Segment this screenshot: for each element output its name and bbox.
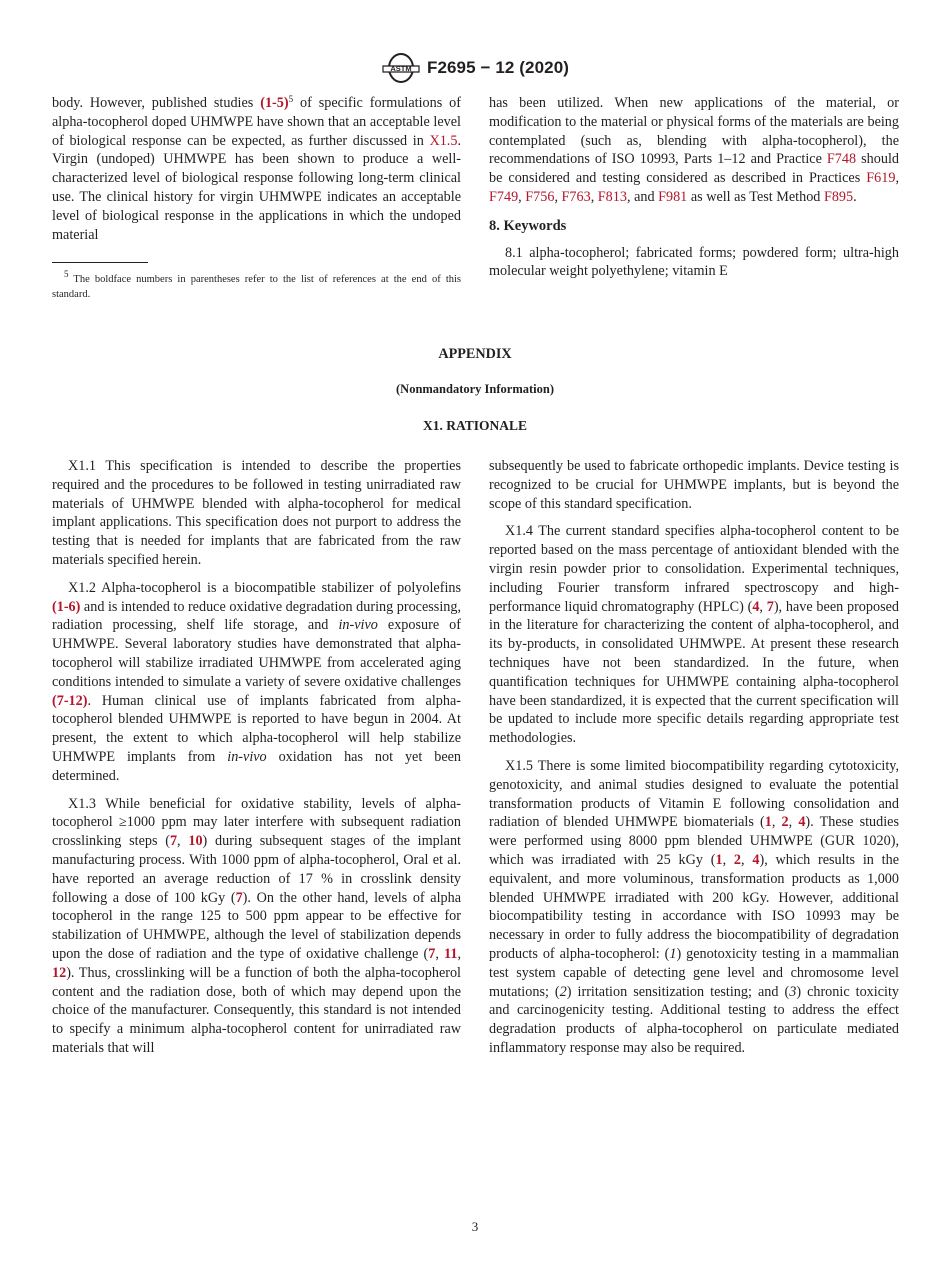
bottom-left-column xyxy=(52,457,461,1067)
reference-link[interactable]: 7 xyxy=(428,945,436,962)
page-header xyxy=(0,52,950,84)
reference-link[interactable]: 4 xyxy=(752,598,760,615)
section-link-x1-5[interactable]: X1.5 xyxy=(429,132,458,149)
reference-link[interactable]: 11 xyxy=(444,945,458,962)
document-id: F2695 − 12 (2020) xyxy=(426,58,570,77)
standard-link-f749[interactable]: F749 xyxy=(489,188,519,205)
reference-link[interactable]: 12 xyxy=(52,964,67,981)
standard-link-f619[interactable]: F619 xyxy=(866,170,896,187)
paragraph-x1-3: X1.3 While beneficial for oxidative stability, levels of alpha-tocopherol ≥1000 ppm may later interfere with subsequent radiation crosslinking steps (7, 10) during subsequent stages of the implant manufacturing process. With 1000 ppm of alpha-tocopherol, Oral et al. have reported an average reduction of 17 % in crosslink density following a dose of 100 kGy (7). On the other hand, levels of alpha tocopherol in the range 125 to 500 ppm appear to be effective for stabilization of UHMWPE, although the level of stabilization depends upon the dose of radiation and the type of oxidative challenge (7, 11, 12). Thus, crosslinking will be a function of both the alpha-tocopherol content and the radiation dose, both of which may depend upon the choice of the manufacturer. Consequently, this standard is not intended to specify a minimum alpha-tocopherol content for unirradiated raw materials that will xyxy=(52,795,462,1056)
reference-link[interactable]: (7-12) xyxy=(52,692,88,709)
logo-text: ASTM xyxy=(390,64,412,74)
appendix-title: APPENDIX xyxy=(438,346,512,362)
reference-link[interactable]: (1-5) xyxy=(260,95,289,111)
page-number: 3 xyxy=(471,1219,479,1234)
standard-link-f756[interactable]: F756 xyxy=(525,188,555,205)
astm-logo-icon xyxy=(381,53,421,83)
standard-link-f763[interactable]: F763 xyxy=(561,188,591,205)
reference-link[interactable]: 7 xyxy=(169,833,178,850)
footnote: $^5$ The boldface numbers in parentheses refer to the list of references at the end of this standard. xyxy=(52,269,461,300)
paragraph-continuation: subsequently be used to fabricate orthopedic implants. Device testing is recognized to be crucial for UHMWPE implants, but is beyond the scope of this standard specification. xyxy=(489,458,899,512)
keywords-heading: 8. Keywords xyxy=(489,217,567,234)
section-heading-x1: X1. RATIONALE xyxy=(422,418,527,433)
paragraph-x1-2: X1.2 Alpha-tocopherol is a biocompatible stabilizer of polyolefins (1-6) and is intended to reduce oxidative degradation during processing, radiation processing, shelf life storage, and in-vivo exposure of UHMWPE. Several laboratory studies have demonstrated that alpha-tocopherol will stabilize irradiated UHMWPE from accelerated aging conditions intended to simulate a variety of severe oxidative challenges (7-12). Human clinical use of implants fabricated from alpha-tocopherol blended UHMWPE is reported to have begun in 2004. At present, the extent to which alpha-tocopherol will help stabilize UHMWPE implants from in-vivo oxidation has not yet been determined. xyxy=(52,579,462,784)
reference-link[interactable]: 7 xyxy=(766,598,774,615)
keywords-text: 8.1 alpha-tocopherol; fabricated forms; powdered form; ultra-high molecular weight polyethylene; vitamin E xyxy=(489,244,899,280)
paragraph-continuation: body. However, published studies $(1-5)^5$ of specific formulations of alpha-tocopherol doped UHMWPE have shown that an acceptable level of biological response can be expected, as further discussed in X1.5. Virgin (undoped) UHMWPE has been shown to produce a well-characterized level of biological response following long-term clinical use. The clinical history for virgin UHMWPE indicates an acceptable level of biological response in the applications in which the undoped material xyxy=(52,94,461,243)
reference-link[interactable]: 1 xyxy=(715,851,723,868)
reference-link[interactable]: 4 xyxy=(752,851,760,868)
paragraph-continuation: has been utilized. When new applications of the material, or modification to the material or physical forms of the materials are being contemplated (such as, blending with alpha-tocopherol), the recommendations of ISO 10993, Parts 1–12 and Practice F748 should be considered and testing considered as described in Practices F619, F749, F756, F763, F813, and F981 as well as Test Method F895. xyxy=(489,95,899,205)
footnote-marker[interactable]: 5 xyxy=(288,94,294,104)
footnote-divider xyxy=(52,262,148,263)
top-left-column xyxy=(52,94,461,253)
appendix-subtitle: (Nonmandatory Information) xyxy=(396,382,554,396)
reference-link[interactable]: 2 xyxy=(781,814,789,831)
standard-link-f895[interactable]: F895 xyxy=(823,188,854,205)
paragraph-x1-4: X1.4 The current standard specifies alpha-tocopherol content to be reported based on the mass percentage of antioxidant blended with the virgin resin powder prior to consolidation. Experimental techniques, including Fourier transform infrared spectroscopy and high-performance liquid chromatography (HPLC) (4, 7), have been proposed in the literature for characterizing the content of alpha-tocopherol, and its by-products, in consolidated UHMWPE. At present these research techniques have not been standardized. In the future, when quantification techniques for UHMWPE containing alpha-tocopherol have been standardized, it is expected that the current specification will be updated to include more specific details regarding appropriate test methodologies. xyxy=(489,523,900,747)
reference-link[interactable]: 4 xyxy=(798,814,806,831)
bottom-right-column xyxy=(489,457,899,1067)
reference-link[interactable]: 10 xyxy=(188,833,203,850)
standard-link-f981[interactable]: F981 xyxy=(658,188,688,205)
reference-link[interactable]: 2 xyxy=(733,851,742,868)
standard-link-f813[interactable]: F813 xyxy=(597,188,627,205)
paragraph-x1-1: X1.1 This specification is intended to describe the properties required and the procedures to be followed in testing unirradiated raw materials of UHMWPE blended with alpha-tocopherol for medical implant applications. This specification does not purport to address the testing that is needed for implants that are fabricated from the raw materials specified herein. xyxy=(52,458,461,568)
top-right-column xyxy=(489,94,899,290)
reference-link[interactable]: 1 xyxy=(764,814,772,831)
paragraph-x1-5: X1.5 There is some limited biocompatibility regarding cytotoxicity, genotoxicity, and animal studies designed to evaluate the potential transformation products of Vitamin E following consolidation and radiation of blended UHMWPE biomaterials (1, 2, 4). These studies were performed using 8000 ppm blended UHMWPE (GUR 1020), which was irradiated with 25 kGy (1, 2, 4), which results in the equivalent, and more voluminous, transformation products as 1,000 blended UHMWPE irradiated with 200 kGy. However, additional biocompatibility testing in accordance with ISO 10993 may be necessary in order to fully address the biocompatibility of degradation products of alpha-tocopherol: (1) genotoxicity testing in a mammalian test system capable of detecting gene level and chromosome level mutations; (2) irritation sensitization testing; and (3) chronic toxicity and carcinogenicity testing. Additional testing to address the effect degradation products of alpha-tocopherol on particulate mediated inflammatory response may also be required. xyxy=(489,757,900,1056)
reference-link[interactable]: (1-6) xyxy=(52,598,81,615)
reference-link[interactable]: 7 xyxy=(235,889,243,906)
standard-link-f748[interactable]: F748 xyxy=(826,151,857,168)
